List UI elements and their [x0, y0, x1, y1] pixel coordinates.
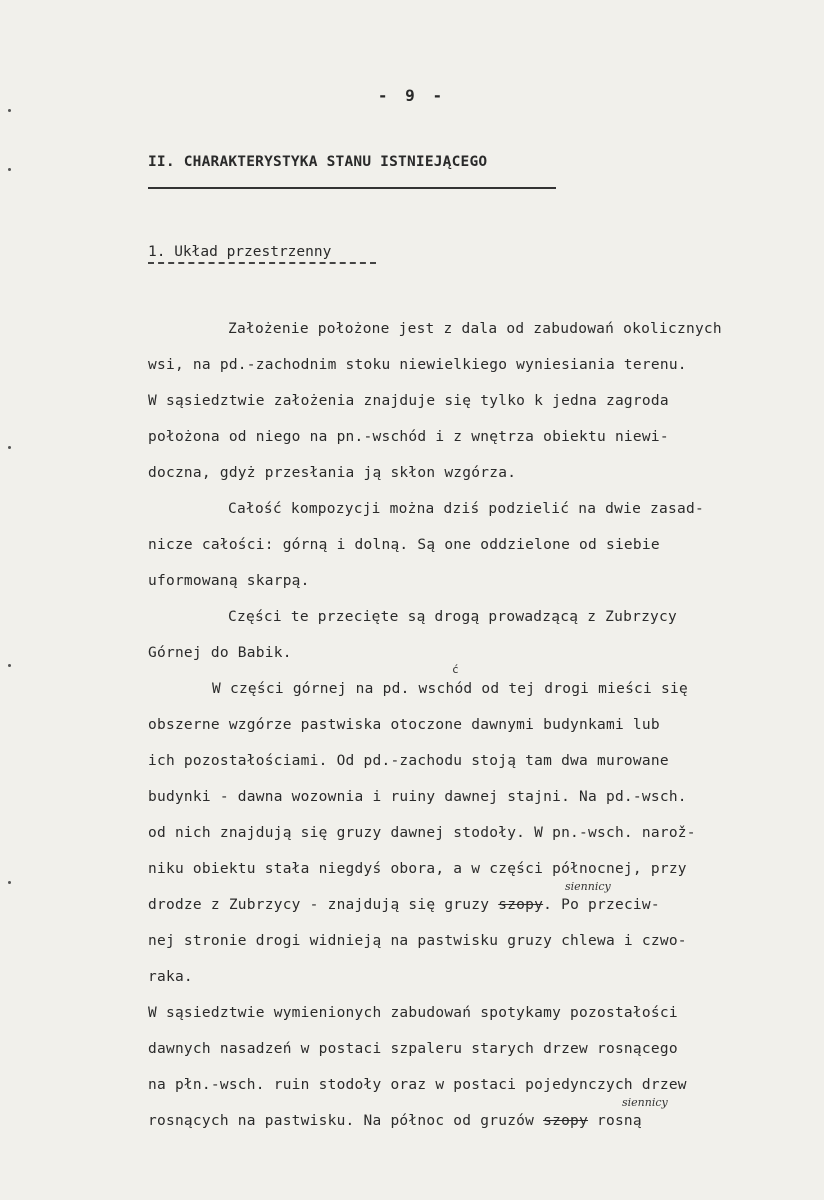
margin-dot	[8, 446, 11, 449]
text-line: położona od niego na pn.-wschód i z wnętrza obiektu niewi-	[148, 429, 669, 445]
text-line: na płn.-wsch. ruin stodoły oraz w postaci pojedynczych drzew	[148, 1077, 687, 1093]
margin-dot	[8, 109, 11, 112]
text-line: Części te przecięte są drogą prowadzącą z Zubrzycy	[228, 609, 677, 625]
text-segment: . Po przeciw-	[543, 897, 660, 913]
text-line	[148, 1113, 642, 1129]
text-line: od nich znajdują się gruzy dawnej stodoły. W pn.-wsch. narož-	[148, 825, 696, 841]
text-line: dawnych nasadzeń w postaci szpaleru starych drzew rosnącego	[148, 1041, 678, 1057]
chapter-underline	[148, 187, 556, 189]
text-line: obszerne wzgórze pastwiska otoczone dawnymi budynkami lub	[148, 717, 660, 733]
text-line: wsi, na pd.-zachodnim stoku niewielkiego wyniesiania terenu.	[148, 357, 687, 373]
margin-dot	[8, 168, 11, 171]
text-segment: rosną	[588, 1113, 642, 1129]
struck-word: szopy	[498, 897, 544, 913]
text-line: budynki - dawna wozownia i ruiny dawnej stajni. Na pd.-wsch.	[148, 789, 687, 805]
text-line: Górnej do Babik.	[148, 645, 292, 661]
text-line: ich pozostałościami. Od pd.-zachodu stoją tam dwa murowane	[148, 753, 669, 769]
text-line: niku obiektu stała niegdyś obora, a w części północnej, przy	[148, 861, 687, 877]
text-line: Całość kompozycji można dziś podzielić na dwie zasad-	[228, 501, 704, 517]
text-line	[148, 897, 660, 913]
section-title: 1. Układ przestrzenny	[148, 244, 332, 260]
margin-dot	[8, 881, 11, 884]
text-line: W sąsiedztwie założenia znajduje się tylko k jedna zagroda	[148, 393, 669, 409]
margin-dot	[8, 664, 11, 667]
text-line: uformowaną skarpą.	[148, 573, 310, 589]
text-line: raka.	[148, 969, 193, 985]
text-segment: drodze z Zubrzycy - znajdują się gruzy	[148, 897, 499, 913]
text-line: nicze całości: górną i dolną. Są one oddzielone od siebie	[148, 537, 660, 553]
handwritten-note: siennicy	[622, 1096, 668, 1109]
text-line: Założenie położone jest z dala od zabudowań okolicznych	[228, 321, 722, 337]
handwritten-note: siennicy	[565, 880, 611, 893]
page-number: - 9 -	[377, 86, 447, 105]
struck-word: szopy	[543, 1113, 589, 1129]
handwritten-mark: ć	[452, 663, 459, 676]
text-line: W części górnej na pd. wschód od tej drogi mieści się	[212, 681, 688, 697]
text-line: W sąsiedztwie wymienionych zabudowań spotykamy pozostałości	[148, 1005, 678, 1021]
text-segment: rosnących na pastwisku. Na północ od gruzów	[148, 1113, 544, 1129]
text-line: doczna, gdyż przesłania ją skłon wzgórza.	[148, 465, 517, 481]
section-underline	[148, 262, 376, 264]
text-line: nej stronie drogi widnieją na pastwisku gruzy chlewa i czwo-	[148, 933, 687, 949]
chapter-title: II. CHARAKTERYSTYKA STANU ISTNIEJĄCEGO	[148, 154, 488, 170]
